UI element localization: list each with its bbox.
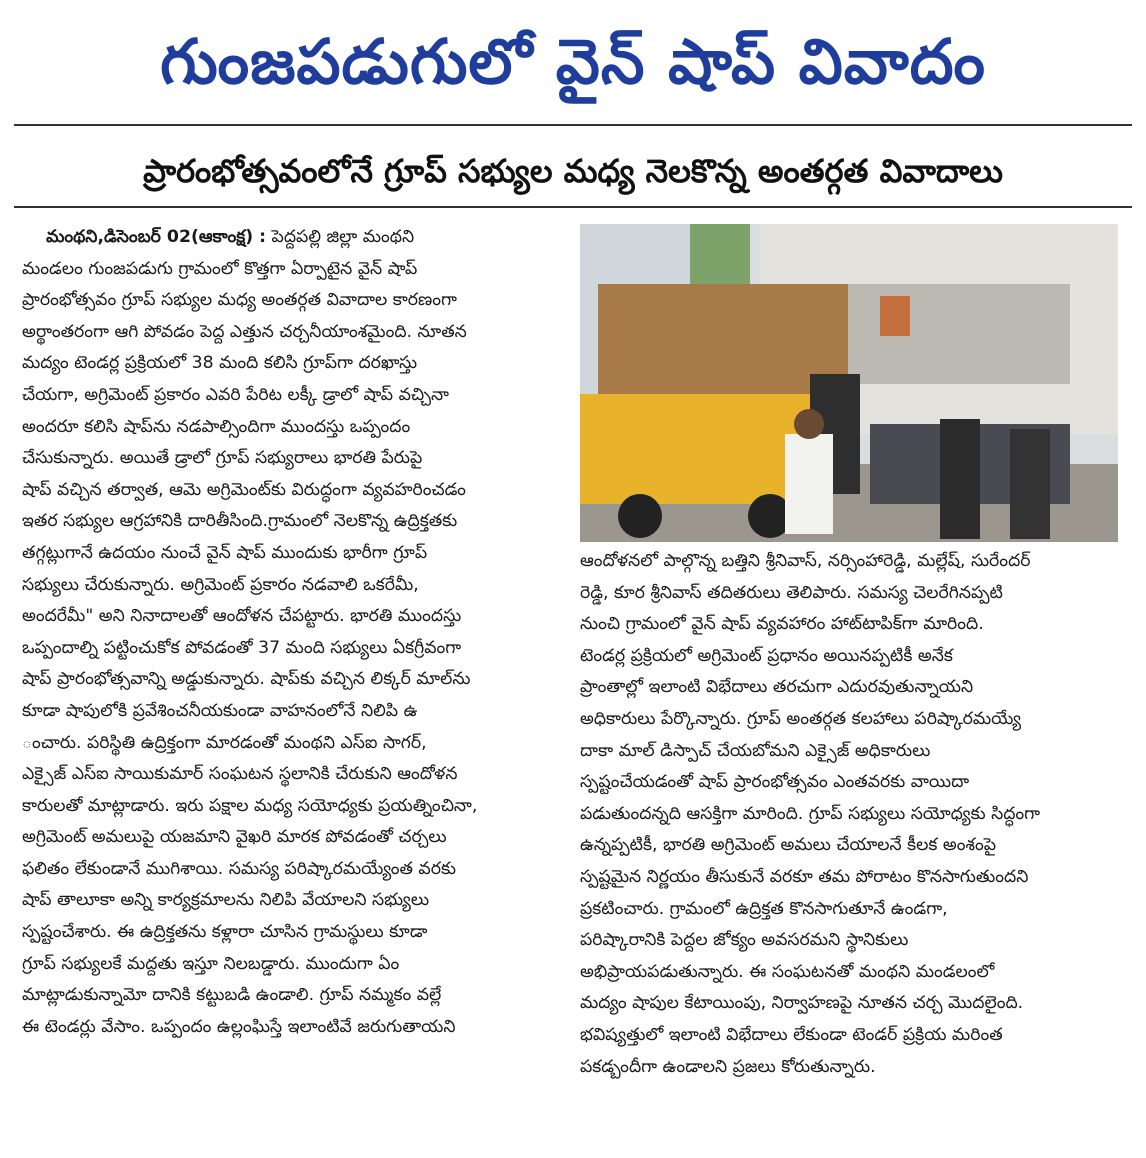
article-line: చేయగా, అగ్రిమెంట్ ప్రకారం ఎవరి పేరిట లక్కీ డ్రాలో షాప్ వచ్చినా bbox=[22, 384, 449, 405]
article-line: పకడ్బందీగా ఉండాలని ప్రజలు కోరుతున్నారు. bbox=[580, 1056, 876, 1077]
article-line: అందరేమీ" అని నినాదాలతో ఆందోళన చేపట్టారు. భారతి ముందస్తు bbox=[22, 606, 462, 627]
article-line: మద్యం షాపుల కేటాయింపు, నిర్వాహణపై నూతన చర్చ మొదలైంది. bbox=[580, 993, 1024, 1014]
photo-illustration bbox=[580, 224, 1118, 542]
article-line: షాప్ వచ్చిన తర్వాత, ఆమె అగ్రిమెంట్‌కు విరుద్ధంగా వ్యవహరించడం bbox=[22, 479, 466, 500]
photo-person-head bbox=[794, 409, 824, 439]
article-line: స్పష్టంచేశారు. ఈ ఉద్రిక్తతను కళ్లారా చూసిన గ్రామస్థులు కూడా bbox=[22, 922, 428, 943]
photo-person bbox=[1010, 429, 1050, 539]
article-line: ప్రారంభోత్సవం గ్రూప్ సభ్యుల మధ్య అంతర్గత వివాదాల కారణంగా bbox=[22, 290, 457, 311]
article-right-column bbox=[580, 546, 1128, 1152]
photo-truck bbox=[580, 394, 810, 504]
article-line: భవిష్యత్తులో ఇలాంటి విభేదాలు లేకుండా టెండర్ ప్రక్రియ మరింత bbox=[580, 1024, 1003, 1045]
article-line: చేసుకున్నారు. అయితే డ్రాలో గ్రూప్ సభ్యురాలు భారతి పేరుపై bbox=[22, 448, 423, 469]
photo-sign bbox=[880, 296, 910, 336]
headline: గుంజపడుగులో వైన్ షాప్ వివాదం bbox=[160, 25, 986, 98]
article-line: మాట్లాడుకున్నామో దానికి కట్టుబడి ఉండాలి. గ్రూప్ నమ్మకం వల్లే bbox=[22, 985, 442, 1006]
subheadline-divider bbox=[14, 206, 1132, 208]
article-line: స్పష్టంచేయడంతో షాప్ ప్రారంభోత్సవం ఎంతవరకు వాయిదా bbox=[580, 772, 970, 793]
article-line: పరిష్కారానికి పెద్దల జోక్యం అవసరమని స్థానికులు bbox=[580, 930, 909, 951]
article-line: టెండర్ల ప్రక్రియలో అగ్రిమెంట్ ప్రధానం అయినప్పటికీ అనేక bbox=[580, 645, 953, 666]
article-line: అధికారులు పేర్కొన్నారు. గ్రూప్ అంతర్గత కలహాలు పరిష్కారమయ్యే bbox=[580, 708, 1022, 729]
article-line: ఆందోళనలో పాల్గొన్న బత్తిని శ్రీనివాస్, నర్సింహారెడ్డి, మల్లేష్, సురేందర్ bbox=[580, 551, 1031, 571]
article-line: ఒప్పందాల్ని పట్టించుకోక పోవడంతో 37 మంది సభ్యులు ఏకగ్రీవంగా bbox=[22, 637, 462, 658]
article-line: షాప్ ప్రారంభోత్సవాన్ని అడ్డుకున్నారు. షాప్‌కు వచ్చిన లిక్కర్ మాల్‌ను bbox=[22, 669, 471, 690]
article-line: తగ్గట్లుగానే ఉదయం నుంచే వైన్ షాప్ ముందుకు భారీగా గ్రూప్ bbox=[22, 542, 428, 563]
article-line: ప్రాంతాల్లో ఇలాంటి విభేదాలు తరచుగా ఎదురవుతున్నాయని bbox=[580, 677, 974, 698]
article-line: షాప్ తాలూకా అన్ని కార్యక్రమాలను నిలిపి వేయాలని సభ్యులు bbox=[22, 890, 430, 911]
article-line: ఫలితం లేకుండానే ముగిశాయి. సమస్య పరిష్కారమయ్యేంత వరకు bbox=[22, 858, 456, 879]
article-line: రెడ్డి, కూర శ్రీనివాస్ తదితరులు తెలిపారు. సమస్య చెలరేగినప్పటి bbox=[580, 582, 1003, 603]
article-line: ఇతర సభ్యుల ఆగ్రహానికి దారితీసింది.గ్రామంలో నెలకొన్న ఉద్రిక్తతకు bbox=[22, 511, 458, 532]
article-line: ంచారు. పరిస్థితి ఉద్రిక్తంగా మారడంతో మంథని ఎస్ఐ సాగర్, bbox=[22, 732, 427, 753]
news-photo bbox=[580, 224, 1118, 542]
article-line: అర్థాంతరంగా ఆగి పోవడం పెద్ద ఎత్తున చర్చనీయాంశమైంది. నూతన bbox=[22, 321, 467, 342]
article-line: అందరూ కలిసి షాప్‌ను నడపాల్సిందిగా ముందస్తు ఒప్పందం bbox=[22, 416, 411, 437]
article-line: సభ్యులు చేరుకున్నారు. అగ్రిమెంట్ ప్రకారం నడవాలి ఒకరేమీ, bbox=[22, 574, 419, 595]
photo-person bbox=[785, 434, 833, 534]
photo-person bbox=[940, 419, 980, 539]
dateline: మంథని,డిసెంబర్ 02(ఆకాంక్ష) : bbox=[22, 227, 267, 247]
article-line: కూడా షాపులోకి ప్రవేశించనీయకుండా వాహనంలోనే నిలిపి ఉ bbox=[22, 700, 418, 721]
article-line: పడుతుందన్నది ఆసక్తిగా మారింది. గ్రూప్ సభ్యులు సయోధ్యకు సిద్ధంగా bbox=[580, 803, 1041, 824]
article-line: స్పష్టమైన నిర్ణయం తీసుకునే వరకూ తమ పోరాటం కొనసాగుతుందని bbox=[580, 866, 1029, 887]
article-line: ప్రకటించారు. గ్రామంలో ఉద్రిక్తత కొనసాగుతూనే ఉండగా, bbox=[580, 898, 948, 919]
article-line: అభిప్రాయపడుతున్నారు. ఈ సంఘటనతో మంథని మండలంలో bbox=[580, 961, 995, 982]
article-line bbox=[22, 222, 556, 254]
article-line: దాకా మాల్ డిస్పాచ్ చేయబోమని ఎక్సైజ్ అధికారులు bbox=[580, 740, 931, 761]
subheadline: ప్రారంభోత్సవంలోనే గ్రూప్ సభ్యుల మధ్య నెలకొన్న అంతర్గత వివాదాలు bbox=[143, 152, 1003, 190]
photo-shop-front bbox=[840, 284, 1070, 384]
article-line: ఎక్సైజ్ ఎస్ఐ సాయికుమార్ సంఘటన స్థలానికి చేరుకుని ఆందోళన bbox=[22, 764, 458, 785]
article-line-text: పెద్దపల్లి జిల్లా మంథని bbox=[266, 227, 415, 247]
article-line: నుంచి గ్రామంలో వైన్ షాప్ వ్యవహారం హాట్‌టాపిక్‌గా మారింది. bbox=[580, 614, 984, 635]
article-line: ఉన్నప్పటికీ, భారతి అగ్రిమెంట్ అమలు చేయాలనే కీలక అంశంపై bbox=[580, 835, 997, 856]
article-line: మద్యం టెండర్ల ప్రక్రియలో 38 మంది కలిసి గ్రూప్‌గా దరఖాస్తు bbox=[22, 353, 418, 374]
article-line: మండలం గుంజపడుగు గ్రామంలో కొత్తగా ఏర్పాటైన వైన్ షాప్ bbox=[22, 258, 418, 279]
headline-divider bbox=[14, 124, 1132, 126]
photo-wheel bbox=[618, 494, 662, 538]
article-left-column bbox=[22, 222, 556, 1154]
article-line: అగ్రిమెంట్ అమలుపై యజమాని వైఖరి మారక పోవడంతో చర్చలు bbox=[22, 827, 447, 848]
article-line: ఈ టెండర్లు వేసాం. ఒప్పందం ఉల్లంఘిస్తే ఇలాంటివే జరుగుతాయని bbox=[22, 1016, 456, 1037]
article-line: కారులతో మాట్లాడారు. ఇరు పక్షాల మధ్య సయోధ్యకు ప్రయత్నించినా, bbox=[22, 795, 478, 816]
article-line: గ్రూప్ సభ్యులకే మద్దతు ఇస్తూ నిలబడ్డారు. ముందుగా ఏం bbox=[22, 953, 400, 974]
